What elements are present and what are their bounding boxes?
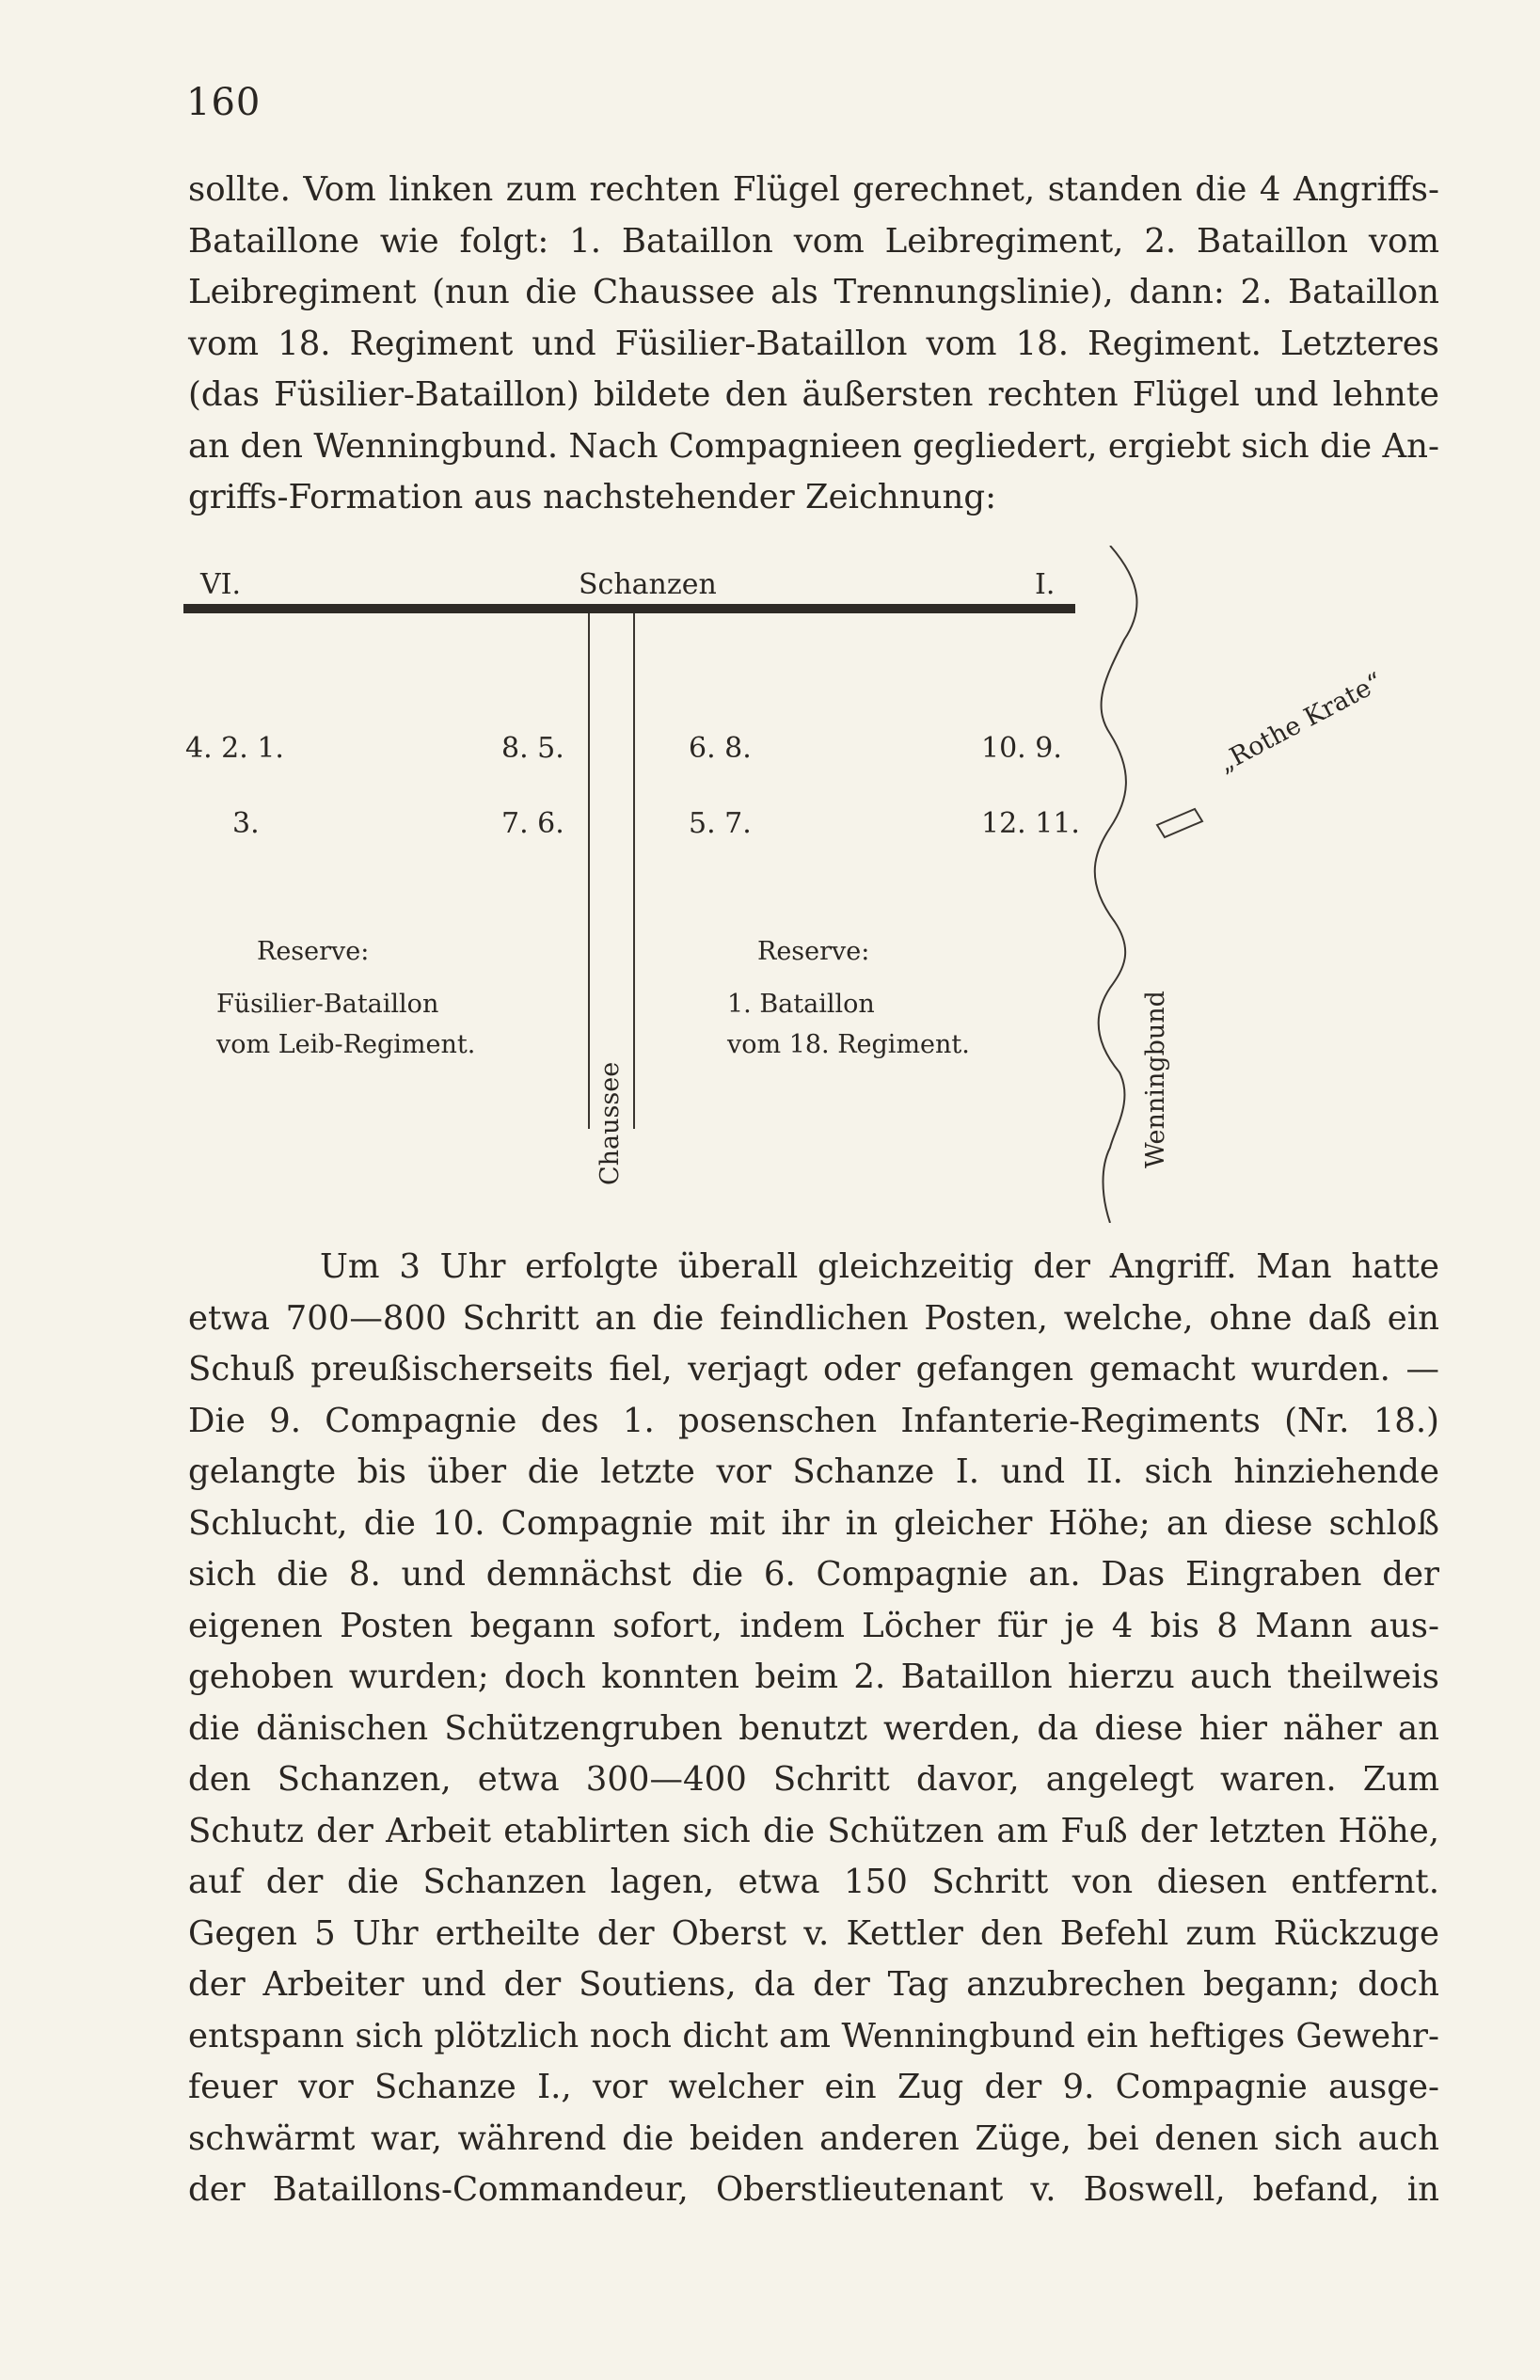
reserve-left-line1: Füsilier-Bataillon [216,990,439,1019]
text-line: sollte. Vom linken zum rechten Flügel gerechnet, standen die 4 Angriffs- [188,170,1439,209]
text-line: eigenen Posten begann sofort, indem Löcher für je 4 bis 8 Mann aus- [188,1606,1439,1645]
label-chaussee: Chaussee [595,1061,625,1185]
text-line: etwa 700—800 Schritt an die feindlichen Posten, welche, ohne daß ein [188,1298,1439,1338]
label-wenningbund: Wenningbund [1141,991,1170,1168]
left-companies-row1b: 8. 5. [501,732,564,765]
text-line: Um 3 Uhr erfolgte überall gleichzeitig der Angriff. Man hatte [320,1247,1439,1286]
text-line: sich die 8. und demnächst die 6. Compagnie an. Das Eingraben der [188,1555,1439,1594]
text-line: gelangte bis über die letzte vor Schanze I. und II. sich hinziehende [188,1452,1439,1491]
reserve-right-title: Reserve: [757,937,870,966]
text-line: Schlucht, die 10. Compagnie mit ihr in gleicher Höhe; an diese schloß [188,1503,1439,1543]
text-line: die dänischen Schützengruben benutzt werden, da diese hier näher an [188,1708,1439,1748]
label-schanzen: Schanzen [579,568,717,601]
text-line: an den Wenningbund. Nach Compagnieen gegliedert, ergiebt sich die An- [188,426,1439,466]
text-line: entspann sich plötzlich noch dicht am Wenningbund ein heftiges Gewehr- [188,2016,1439,2055]
left-companies-row1: 4. 2. 1. [185,732,284,765]
left-companies-row2b: 7. 6. [501,807,564,840]
text-line: Die 9. Compagnie des 1. posenschen Infanterie-Regiments (Nr. 18.) [188,1401,1439,1440]
reserve-left-title: Reserve: [257,937,370,966]
schanzen-line [183,604,1075,613]
label-schanze-i: I. [1035,568,1056,601]
page-number: 160 [186,81,262,124]
reserve-left-line2: vom Leib-Regiment. [216,1030,476,1059]
right-companies-row1b: 10. 9. [981,732,1062,765]
paragraph-intro [188,165,1439,524]
text-line: der Arbeiter und der Soutiens, da der Tag anzubrechen begann; doch [188,1965,1439,2004]
text-line: Leibregiment (nun die Chaussee als Trennungslinie), dann: 2. Bataillon [188,273,1439,311]
text-line: den Schanzen, etwa 300—400 Schritt davor, angelegt waren. Zum [188,1760,1439,1799]
diagram-lines [183,546,1463,1223]
text-line: der Bataillons-Commandeur, Oberstlieutenant v. Boswell, befand, in [188,2170,1439,2209]
text-line: feuer vor Schanze I., vor welcher ein Zug der 9. Compagnie ausge- [188,2068,1439,2106]
text-line: Schutz der Arbeit etablirten sich die Schützen am Fuß der letzten Höhe, [188,1811,1439,1850]
right-companies-row2: 5. 7. [689,807,752,840]
right-companies-row1: 6. 8. [689,732,752,765]
right-companies-row2b: 12. 11. [981,807,1080,840]
reserve-right-line1: 1. Bataillon [727,990,875,1019]
text-line: Gegen 5 Uhr ertheilte der Oberst v. Kettler den Befehl zum Rückzuge [188,1913,1439,1953]
chaussee-line-left [588,613,590,1129]
building-icon [1157,809,1202,837]
text-line: gehoben wurden; doch konnten beim 2. Bataillon hierzu auch theilweis [188,1658,1439,1696]
paragraph-main [188,1242,1439,2216]
left-companies-row2: 3. [232,807,260,840]
text-line: Schuß preußischerseits fiel, verjagt oder gefangen gemacht wurden. — [188,1350,1439,1388]
wenningbund-line [1095,546,1137,1223]
text-line: Bataillone wie folgt: 1. Bataillon vom Leibregiment, 2. Bataillon vom [188,221,1439,261]
label-rothe-krate: „Rothe Krate“ [1214,667,1389,779]
text-line: schwärmt war, während die beiden anderen Züge, bei denen sich auch [188,2118,1439,2158]
label-schanze-vi: VI. [200,568,242,601]
text-line: (das Füsilier-Bataillon) bildete den äußersten rechten Flügel und lehnte [188,375,1439,414]
text-line: vom 18. Regiment und Füsilier-Bataillon vom 18. Regiment. Letzteres [188,324,1439,363]
text-line: griffs-Formation aus nachstehender Zeichnung: [188,478,997,516]
chaussee-line-right [633,613,635,1129]
attack-formation-diagram [183,546,1463,1223]
text-line: auf der die Schanzen lagen, etwa 150 Schritt von diesen entfernt. [188,1863,1439,1901]
reserve-right-line2: vom 18. Regiment. [727,1030,970,1059]
